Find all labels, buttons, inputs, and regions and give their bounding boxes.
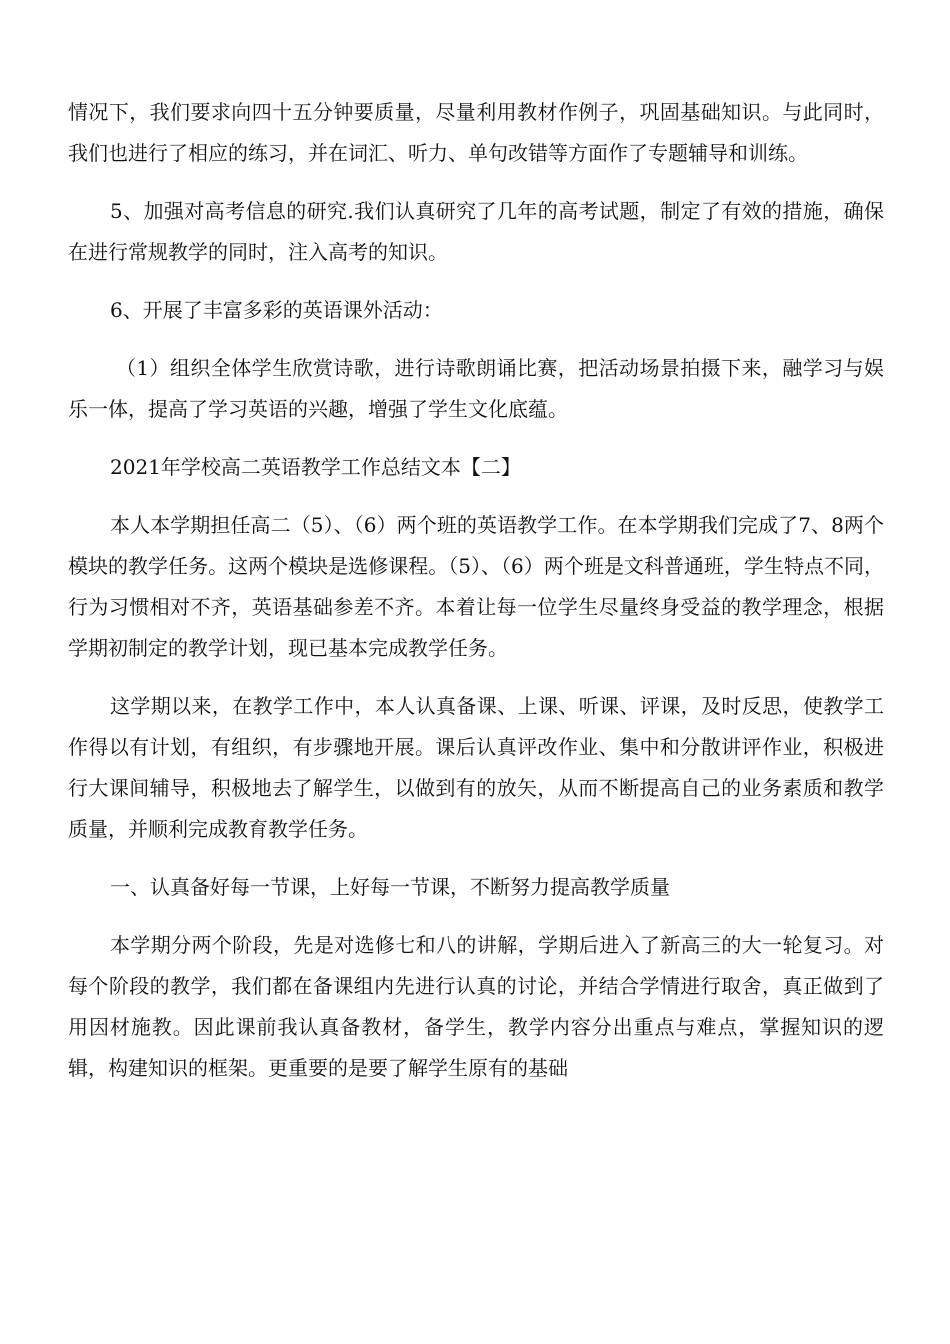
document-page xyxy=(68,92,884,1106)
paragraph-stages: 本学期分两个阶段，先是对选修七和八的讲解，学期后进入了新高三的大一轮复习。对每个阶段的教学，我们都在备课组内先进行认真的讨论，并结合学情进行取舍，真正做到了用因材施教。因此课前我认真备教材，备学生，教学内容分出重点与难点，掌握知识的逻辑，构建知识的框架。更重要的是要了解学生原有的基础 xyxy=(68,933,884,1080)
paragraph-item-5: 5、加强对高考信息的研究.我们认真研究了几年的高考试题，制定了有效的措施，确保在进行常规教学的同时，注入高考的知识。 xyxy=(68,199,884,264)
paragraph-overview: 这学期以来，在教学工作中，本人认真备课、上课、听课、评课，及时反思，使教学工作得以有计划，有组织，有步骤地开展。课后认真评改作业、集中和分散讲评作业，积极进行大课间辅导，积极地去了解学生，以做到有的放矢，从而不断提高自己的业务素质和教学质量，并顺利完成教育教学任务。 xyxy=(68,694,884,841)
paragraph-continuation: 情况下，我们要求向四十五分钟要质量，尽量利用教材作例子，巩固基础知识。与此同时，我们也进行了相应的练习，并在词汇、听力、单句改错等方面作了专题辅导和训练。 xyxy=(68,100,884,165)
subheading-one: 一、认真备好每一节课，上好每一节课，不断努力提高教学质量 xyxy=(110,875,670,899)
paragraph-subitem-1: （1）组织全体学生欣赏诗歌，进行诗歌朗诵比赛，把活动场景拍摄下来，融学习与娱乐一体，提高了学习英语的兴趣，增强了学生文化底蕴。 xyxy=(68,356,884,421)
section-heading-2: 2021年学校高二英语教学工作总结文本【二】 xyxy=(110,455,521,479)
paragraph-intro: 本人本学期担任高二（5）、（6）两个班的英语教学工作。在本学期我们完成了7、8两个模块的教学任务。这两个模块是选修课程。（5）、（6）两个班是文科普通班，学生特点不同，行为习惯相对不齐，英语基础参差不齐。本着让每一位学生尽量终身受益的教学理念，根据学期初制定的教学计划，现已基本完成教学任务。 xyxy=(68,513,884,660)
paragraph-item-6: 6、开展了丰富多彩的英语课外活动： xyxy=(110,298,443,322)
